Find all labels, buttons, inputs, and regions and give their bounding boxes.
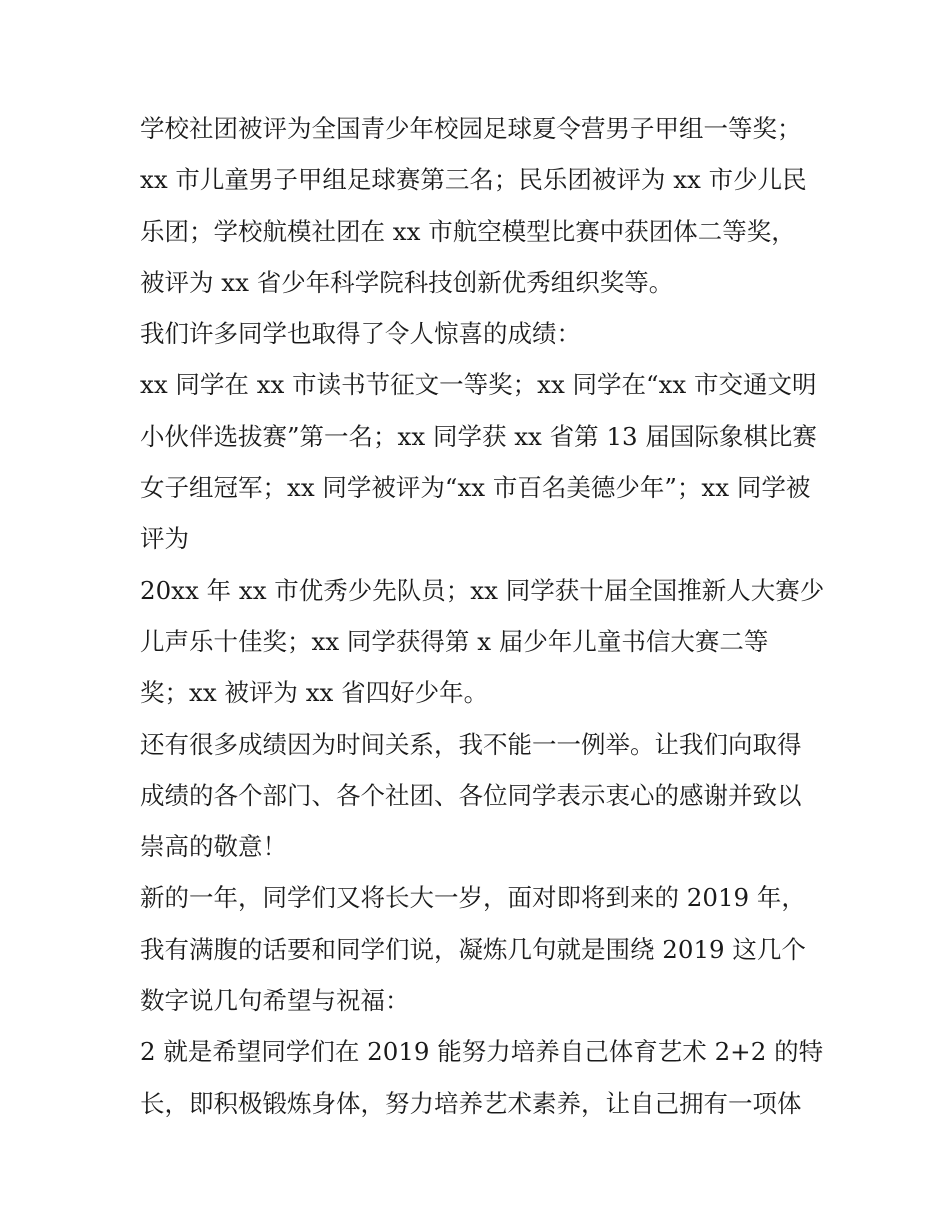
text-line: 评为 [140, 524, 189, 554]
text-line: 2 就是希望同学们在 2019 能努力培养自己体育艺术 2+2 的特 [140, 1037, 824, 1067]
text-line: 儿声乐十佳奖；xx 同学获得第 x 届少年儿童书信大赛二等 [140, 626, 769, 656]
text-line: 长，即积极锻炼身体，努力培养艺术素养，让自己拥有一项体 [140, 1088, 802, 1118]
text-line: 新的一年，同学们又将长大一岁，面对即将到来的 2019 年， [140, 883, 806, 913]
text-line: 数字说几句希望与祝福： [140, 986, 410, 1016]
text-line: 20xx 年 xx 市优秀少先队员；xx 同学获十届全国推新人大赛少 [140, 575, 825, 605]
text-line: 女子组冠军；xx 同学被评为“xx 市百名美德少年”；xx 同学被 [140, 473, 811, 503]
document-body [140, 103, 830, 1129]
text-line: 小伙伴选拔赛”第一名；xx 同学获 xx 省第 13 届国际象棋比赛 [140, 421, 817, 451]
text-line: 我有满腹的话要和同学们说，凝炼几句就是围绕 2019 这几个 [140, 934, 806, 964]
text-line: 学校社团被评为全国青少年校园足球夏令营男子甲组一等奖； [140, 114, 802, 143]
text-line: xx 市儿童男子甲组足球赛第三名；民乐团被评为 xx 市少儿民 [140, 165, 807, 195]
text-line: 还有很多成绩因为时间关系，我不能一一例举。让我们向取得 [140, 729, 802, 759]
text-line: 我们许多同学也取得了令人惊喜的成绩： [140, 319, 581, 349]
text-line: 崇高的敬意！ [140, 832, 287, 862]
text-line: 乐团；学校航模社团在 xx 市航空模型比赛中获团体二等奖， [140, 216, 796, 246]
text-line: 奖；xx 被评为 xx 省四好少年。 [140, 678, 489, 708]
text-line: 成绩的各个部门、各个社团、各位同学表示衷心的感谢并致以 [140, 780, 802, 810]
text-line: 被评为 xx 省少年科学院科技创新优秀组织奖等。 [140, 267, 674, 297]
text-line: xx 同学在 xx 市读书节征文一等奖；xx 同学在“xx 市交通文明 [140, 370, 817, 400]
